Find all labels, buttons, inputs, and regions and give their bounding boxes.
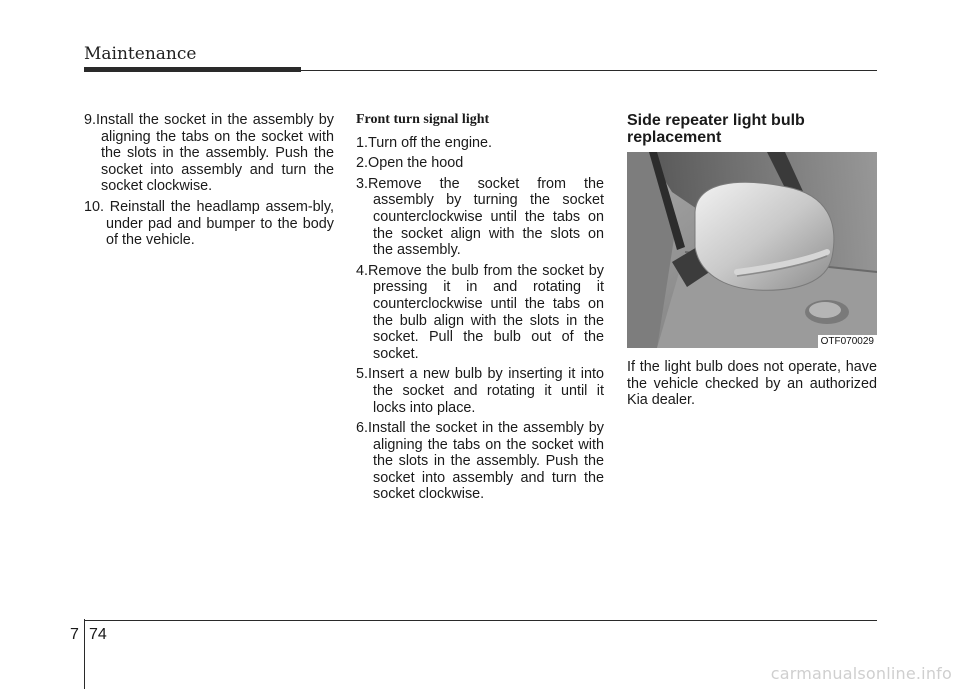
step-number: 5. <box>356 366 369 383</box>
footer-divider <box>84 619 85 689</box>
watermark-text: carmanualsonline.info <box>770 664 952 683</box>
side-mirror-photo <box>627 152 877 348</box>
step-text: Turn off the engine. <box>368 134 493 151</box>
repeater-note-text: If the light bulb does not operate, have the vehicle checked by an authorized Kia dealer. <box>627 359 877 409</box>
step-text: Remove the socket from the assembly by turning the socket counterclockwise until the tabs on the socket align with the slots on the assembly. <box>368 175 604 259</box>
step-number: 4. <box>356 262 369 279</box>
step-item <box>356 176 604 259</box>
step-item <box>356 155 604 172</box>
image-code-label: OTF070029 <box>818 335 877 348</box>
step-item <box>356 420 604 503</box>
step-text: Insert a new bulb by inserting it into the socket and rotating it until it locks into place. <box>368 366 604 416</box>
step-text: Install the socket in the assembly by aligning the tabs on the socket with the slots in the assembly. Push the socket into assembly and turn the socket clockwise. <box>96 112 334 195</box>
page-number: 74 <box>89 626 107 643</box>
front-turn-signal-subheading: Front turn signal light <box>356 112 490 127</box>
footer-rule <box>84 620 877 621</box>
step-item <box>84 199 334 249</box>
step-number: 2. <box>356 155 369 172</box>
side-mirror-illustration <box>627 152 877 348</box>
header-rule <box>301 70 877 71</box>
step-number: 9. <box>84 112 97 128</box>
step-item <box>356 135 604 152</box>
left-column <box>84 112 334 253</box>
step-text: Reinstall the headlamp assem-bly, under pad and bumper to the body of the vehicle. <box>106 198 334 249</box>
step-text: Install the socket in the assembly by aligning the tabs on the socket with the slots in the assembly. Push the socket into assembly and turn the socket clockwise. <box>368 420 604 503</box>
step-item <box>356 263 604 363</box>
right-column <box>627 112 877 409</box>
header-accent-bar <box>84 67 301 72</box>
middle-column <box>356 112 604 507</box>
step-item <box>356 366 604 416</box>
step-text: Remove the bulb from the socket by pressing it in and rotating it counterclockwise until the tabs on the bulb align with the slots in the socket. Pull the bulb out of the socket. <box>368 262 604 362</box>
step-number: 3. <box>356 175 369 192</box>
step-number: 1. <box>356 134 369 151</box>
chapter-number: 7 <box>70 626 79 643</box>
middle-steps-list <box>356 135 604 503</box>
side-repeater-section-title: Side repeater light bulb replacement <box>627 112 805 146</box>
step-text: Open the hood <box>368 155 464 172</box>
left-steps-list <box>84 112 334 249</box>
step-number: 6. <box>356 420 369 437</box>
page-header-title: Maintenance <box>84 44 197 64</box>
step-item <box>84 112 334 195</box>
step-number: 10. <box>84 198 110 215</box>
